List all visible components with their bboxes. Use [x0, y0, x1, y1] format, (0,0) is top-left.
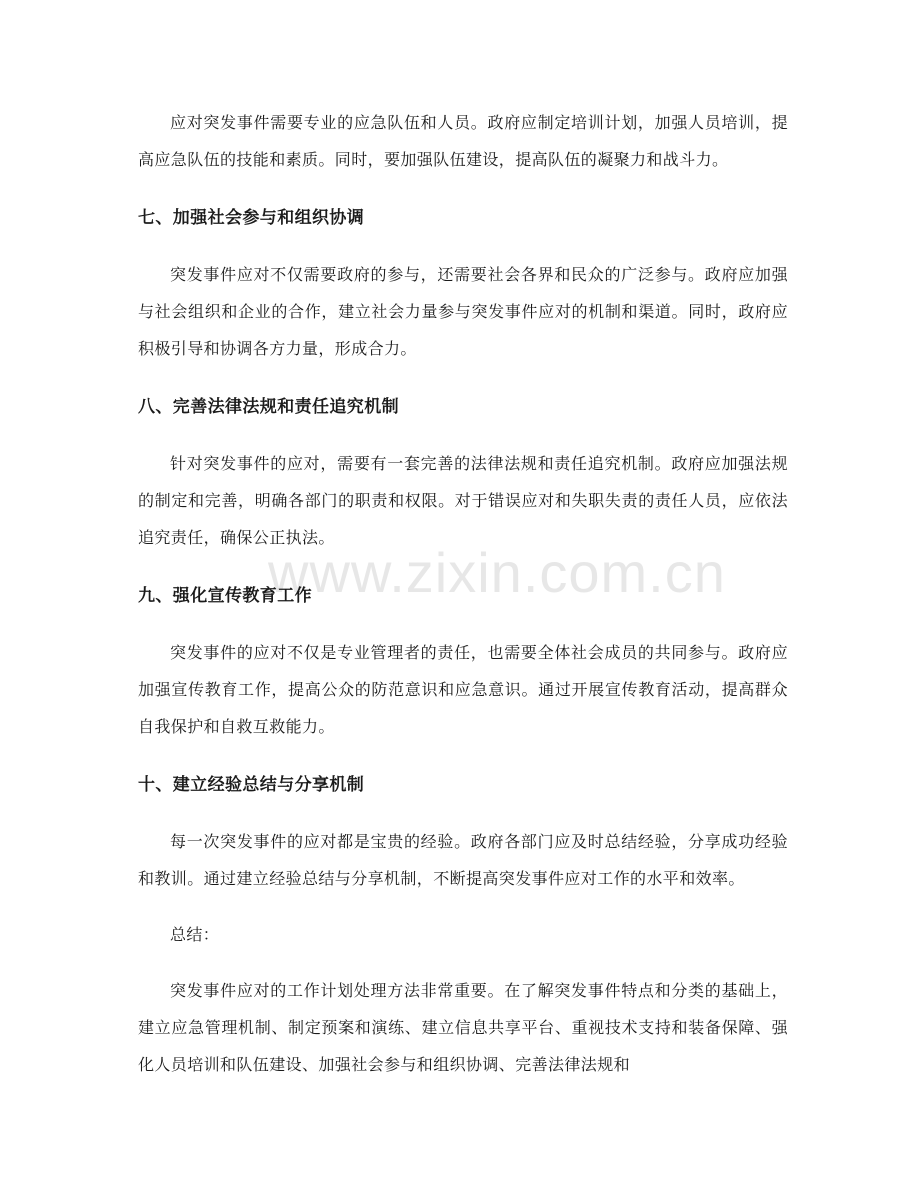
paragraph-section-10: 每一次突发事件的应对都是宝贵的经验。政府各部门应及时总结经验，分享成功经验和教训。通过建立经验总结与分享机制，不断提高突发事件应对工作的水平和效率。 [138, 832, 788, 888]
heading-section-10: 十、建立经验总结与分享机制 [138, 775, 365, 795]
document-body [138, 104, 788, 1083]
paragraph-section-8: 针对突发事件的应对，需要有一套完善的法律法规和责任追究机制。政府应加强法规的制定和完善，明确各部门的职责和权限。对于错误应对和失职失责的责任人员，应依法追究责任，确保公正执法。 [138, 454, 788, 547]
paragraph-section-9: 突发事件的应对不仅是专业管理者的责任，也需要全体社会成员的共同参与。政府应加强宣传教育工作，提高公众的防范意识和应急意识。通过开展宣传教育活动，提高群众自我保护和自救互救能力。 [138, 643, 788, 736]
summary-label: 总结： [170, 925, 220, 944]
summary-paragraph: 突发事件应对的工作计划处理方法非常重要。在了解突发事件特点和分类的基础上，建立应急管理机制、制定预案和演练、建立信息共享平台、重视技术支持和装备保障、强化人员培训和队伍建设、加强社会参与和组织协调、完善法律法规和 [138, 981, 788, 1074]
watermark: www.zixin.com.cn [268, 541, 726, 604]
heading-section-9: 九、强化宣传教育工作 [138, 586, 312, 606]
paragraph-section-7: 突发事件应对不仅需要政府的参与，还需要社会各界和民众的广泛参与。政府应加强与社会组织和企业的合作，建立社会力量参与突发事件应对的机制和渠道。同时，政府应积极引导和协调各方力量，形成合力。 [138, 265, 788, 358]
paragraph-section-6: 应对突发事件需要专业的应急队伍和人员。政府应制定培训计划，加强人员培训，提高应急队伍的技能和素质。同时，要加强队伍建设，提高队伍的凝聚力和战斗力。 [138, 113, 788, 169]
heading-section-8: 八、完善法律法规和责任追究机制 [138, 397, 399, 417]
heading-section-7: 七、加强社会参与和组织协调 [138, 208, 365, 228]
